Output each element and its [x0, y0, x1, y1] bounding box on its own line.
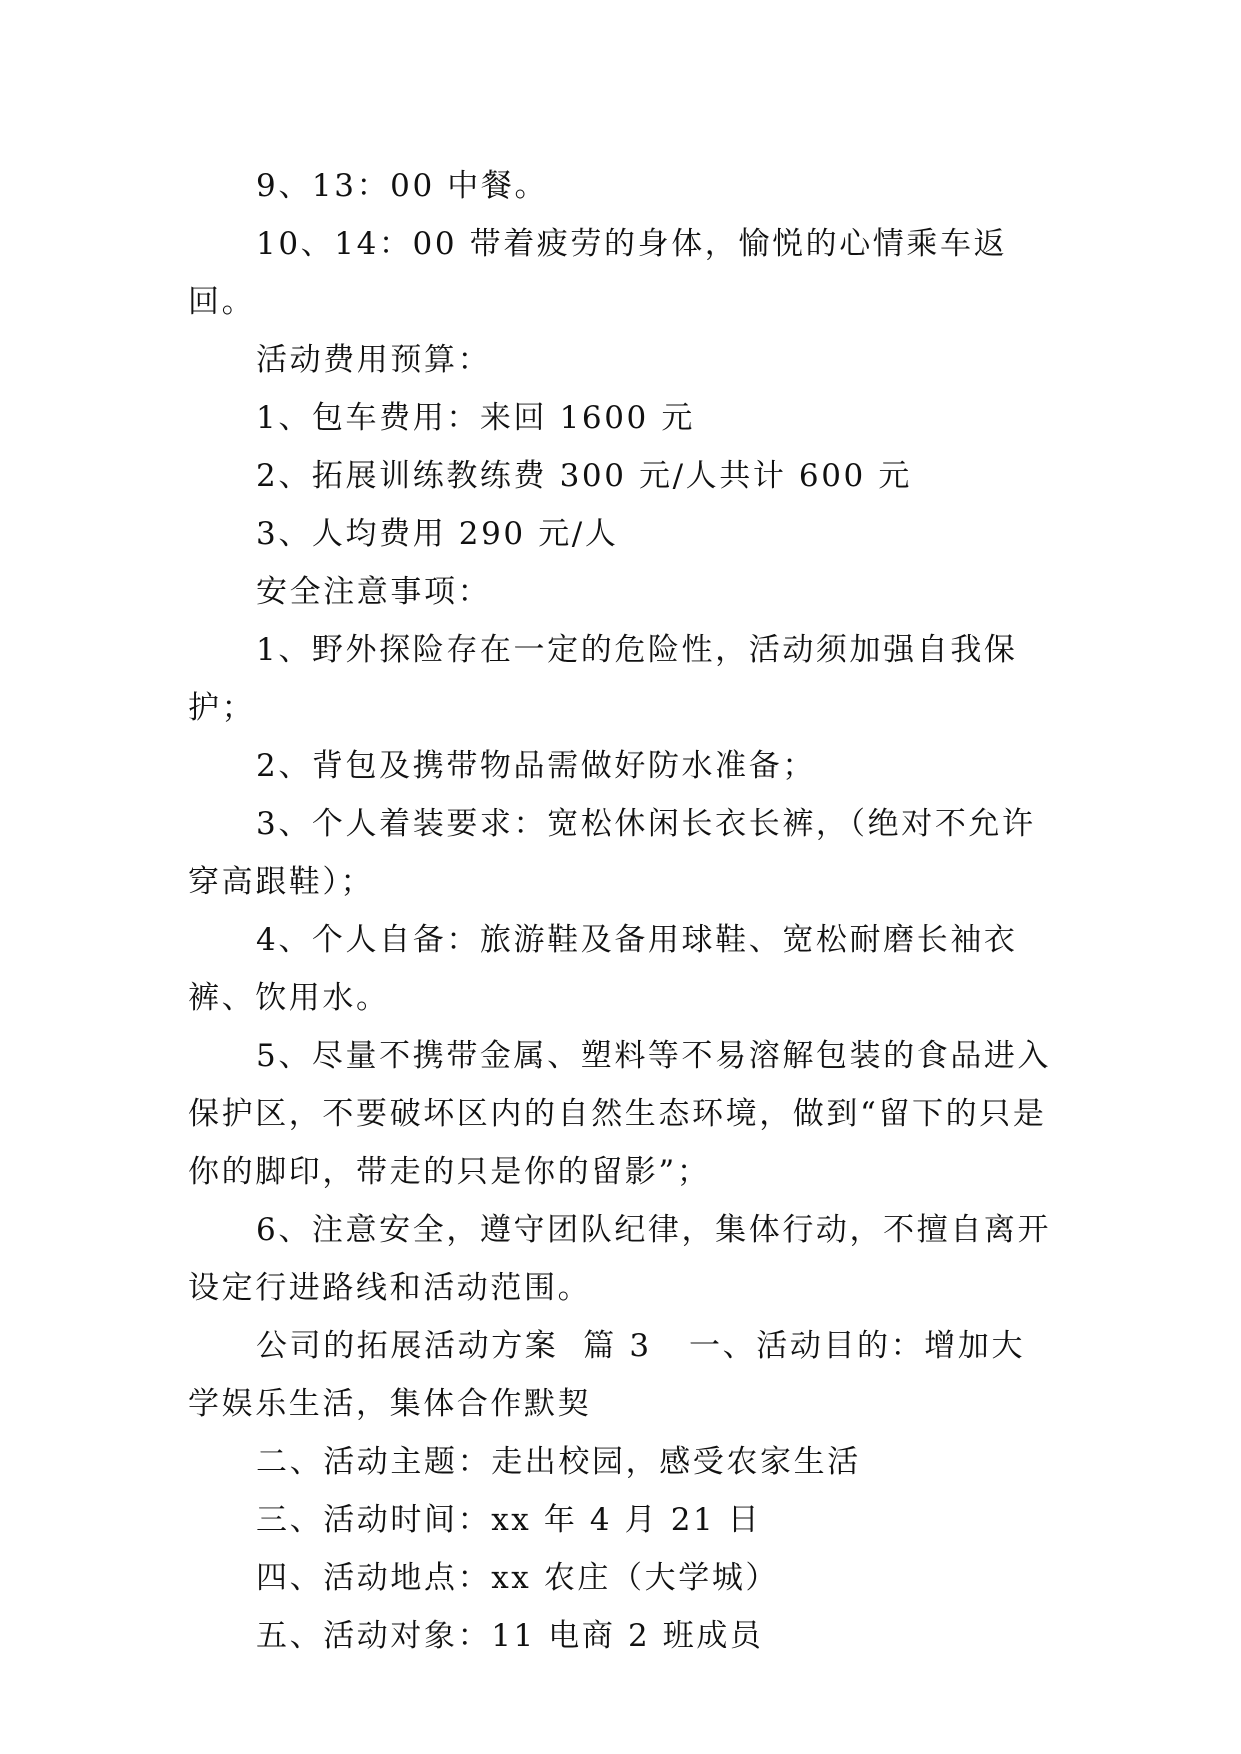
section-3-purpose: 公司的拓展活动方案 篇 3 一、活动目的：增加大学娱乐生活，集体合作默契 — [188, 1328, 1026, 1422]
safety-item-6: 6、注意安全，遵守团队纪律，集体行动，不擅自离开设定行进路线和活动范围。 — [188, 1212, 1052, 1306]
section-3-theme: 二、活动主题：走出校园，感受农家生活 — [256, 1444, 861, 1480]
budget-item-per-person: 3、人均费用 290 元/人 — [256, 516, 619, 552]
section-3-location: 四、活动地点：xx 农庄（大学城） — [256, 1560, 780, 1596]
heading-safety: 安全注意事项： — [256, 574, 492, 610]
paragraph-lunch: 9、13：00 中餐。 — [256, 168, 549, 204]
budget-item-coach: 2、拓展训练教练费 300 元/人共计 600 元 — [256, 458, 912, 494]
safety-item-3: 3、个人着装要求：宽松休闲长衣长裤，（绝对不允许穿高跟鞋）； — [188, 806, 1036, 900]
budget-item-bus: 1、包车费用：来回 1600 元 — [256, 400, 695, 436]
heading-budget: 活动费用预算： — [256, 342, 492, 378]
safety-item-5: 5、尽量不携带金属、塑料等不易溶解包装的食品进入保护区，不要破坏区内的自然生态环境，做到“留下的只是你的脚印，带走的只是你的留影”； — [188, 1038, 1052, 1190]
section-3-time: 三、活动时间：xx 年 4 月 21 日 — [256, 1502, 762, 1538]
document-body — [188, 157, 1056, 1665]
paragraph-return: 10、14：00 带着疲劳的身体，愉悦的心情乘车返回。 — [188, 226, 1008, 320]
safety-item-2: 2、背包及携带物品需做好防水准备； — [256, 748, 816, 784]
safety-item-1: 1、野外探险存在一定的危险性，活动须加强自我保护； — [188, 632, 1018, 726]
section-3-participants: 五、活动对象：11 电商 2 班成员 — [256, 1618, 764, 1654]
safety-item-4: 4、个人自备：旅游鞋及备用球鞋、宽松耐磨长袖衣裤、饮用水。 — [188, 922, 1018, 1016]
